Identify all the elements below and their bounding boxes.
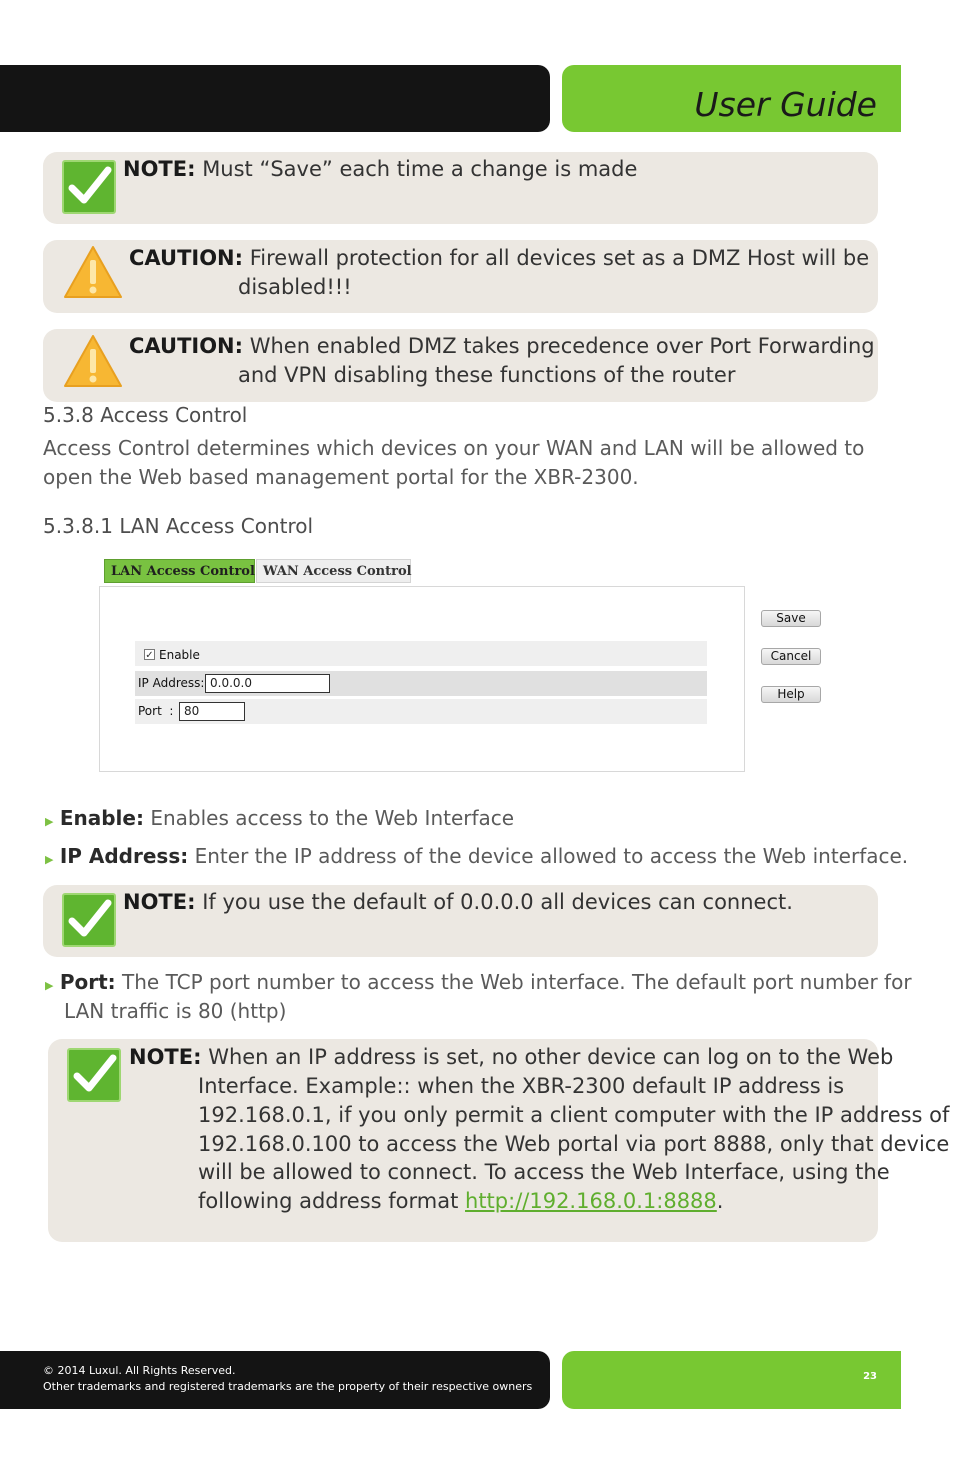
port-label: Port : bbox=[138, 704, 174, 718]
checkmark-icon bbox=[62, 893, 116, 947]
caution-precedence-text: CAUTION: When enabled DMZ takes precedence over Port Forwarding bbox=[129, 334, 875, 358]
section-intro-line-2: open the Web based management portal for the XBR-2300. bbox=[43, 465, 639, 489]
note-ip-set-line-6: following address format http://192.168.0.1:8888. bbox=[198, 1189, 724, 1213]
section-intro-line-1: Access Control determines which devices on your WAN and LAN will be allowed to bbox=[43, 436, 865, 460]
enable-label: Enable bbox=[159, 648, 200, 662]
section-heading: 5.3.8 Access Control bbox=[43, 403, 248, 427]
trademark-text: Other trademarks and registered trademarks are the property of their respective owners bbox=[43, 1380, 533, 1393]
page-number: 23 bbox=[863, 1371, 877, 1382]
page-title: User Guide bbox=[694, 85, 877, 124]
bullet-arrow-icon: ▶ bbox=[45, 815, 54, 828]
footer-page-panel bbox=[562, 1351, 901, 1409]
ip-address-input[interactable]: 0.0.0.0 bbox=[205, 674, 330, 693]
subsection-heading: 5.3.8.1 LAN Access Control bbox=[43, 514, 314, 538]
header-title-panel bbox=[562, 65, 901, 132]
checkmark-icon bbox=[67, 1048, 121, 1102]
tab-wan-access-control[interactable]: WAN Access Control bbox=[256, 559, 411, 583]
note-ip-set-line-2: Interface. Example:: when the XBR-2300 default IP address is bbox=[198, 1074, 845, 1098]
ip-address-label: IP Address: bbox=[138, 676, 205, 690]
cancel-button[interactable]: Cancel bbox=[761, 648, 821, 665]
bullet-ip-address: ▶ IP Address: Enter the IP address of the device allowed to access the Web interface. bbox=[45, 844, 909, 868]
tab-lan-access-control[interactable]: LAN Access Control bbox=[104, 559, 255, 583]
port-input[interactable]: 80 bbox=[179, 702, 245, 721]
bullet-arrow-icon: ▶ bbox=[45, 853, 54, 866]
note-save-text: NOTE: Must “Save” each time a change is made bbox=[123, 157, 638, 181]
warning-icon bbox=[62, 244, 124, 300]
header-bar bbox=[0, 65, 550, 132]
port-row bbox=[135, 699, 707, 724]
caution-dmz-host-text: CAUTION: Firewall protection for all devices set as a DMZ Host will be bbox=[129, 246, 870, 270]
bullet-arrow-icon: ▶ bbox=[45, 979, 54, 992]
warning-icon bbox=[62, 333, 124, 389]
bullet-port-line-2: LAN traffic is 80 (http) bbox=[64, 999, 287, 1023]
note-ip-set-line-5: will be allowed to connect. To access the Web Interface, using the bbox=[198, 1160, 890, 1184]
copyright-text: © 2014 Luxul. All Rights Reserved. bbox=[43, 1364, 236, 1377]
save-button[interactable]: Save bbox=[761, 610, 821, 627]
ip-address-row bbox=[135, 671, 707, 696]
footer-bar bbox=[0, 1351, 550, 1409]
web-interface-link[interactable]: http://192.168.0.1:8888 bbox=[465, 1189, 717, 1213]
note-ip-set-line-3: 192.168.0.1, if you only permit a client computer with the IP address of bbox=[198, 1103, 950, 1127]
checkmark-icon bbox=[62, 160, 116, 214]
note-default-ip-text: NOTE: If you use the default of 0.0.0.0 all devices can connect. bbox=[123, 890, 793, 914]
caution-dmz-host-text-2: disabled!!! bbox=[238, 275, 352, 299]
bullet-enable: ▶ Enable: Enables access to the Web Interface bbox=[45, 806, 515, 830]
note-ip-set-line-4: 192.168.0.100 to access the Web portal via port 8888, only that device bbox=[198, 1132, 950, 1156]
enable-checkbox[interactable]: ✓ bbox=[145, 650, 154, 661]
help-button[interactable]: Help bbox=[761, 686, 821, 703]
caution-precedence-text-2: and VPN disabling these functions of the router bbox=[238, 363, 736, 387]
bullet-port: ▶ Port: The TCP port number to access the Web interface. The default port number for bbox=[45, 970, 912, 994]
note-ip-set-line-1: NOTE: When an IP address is set, no other device can log on to the Web bbox=[129, 1045, 894, 1069]
enable-row bbox=[135, 641, 707, 666]
